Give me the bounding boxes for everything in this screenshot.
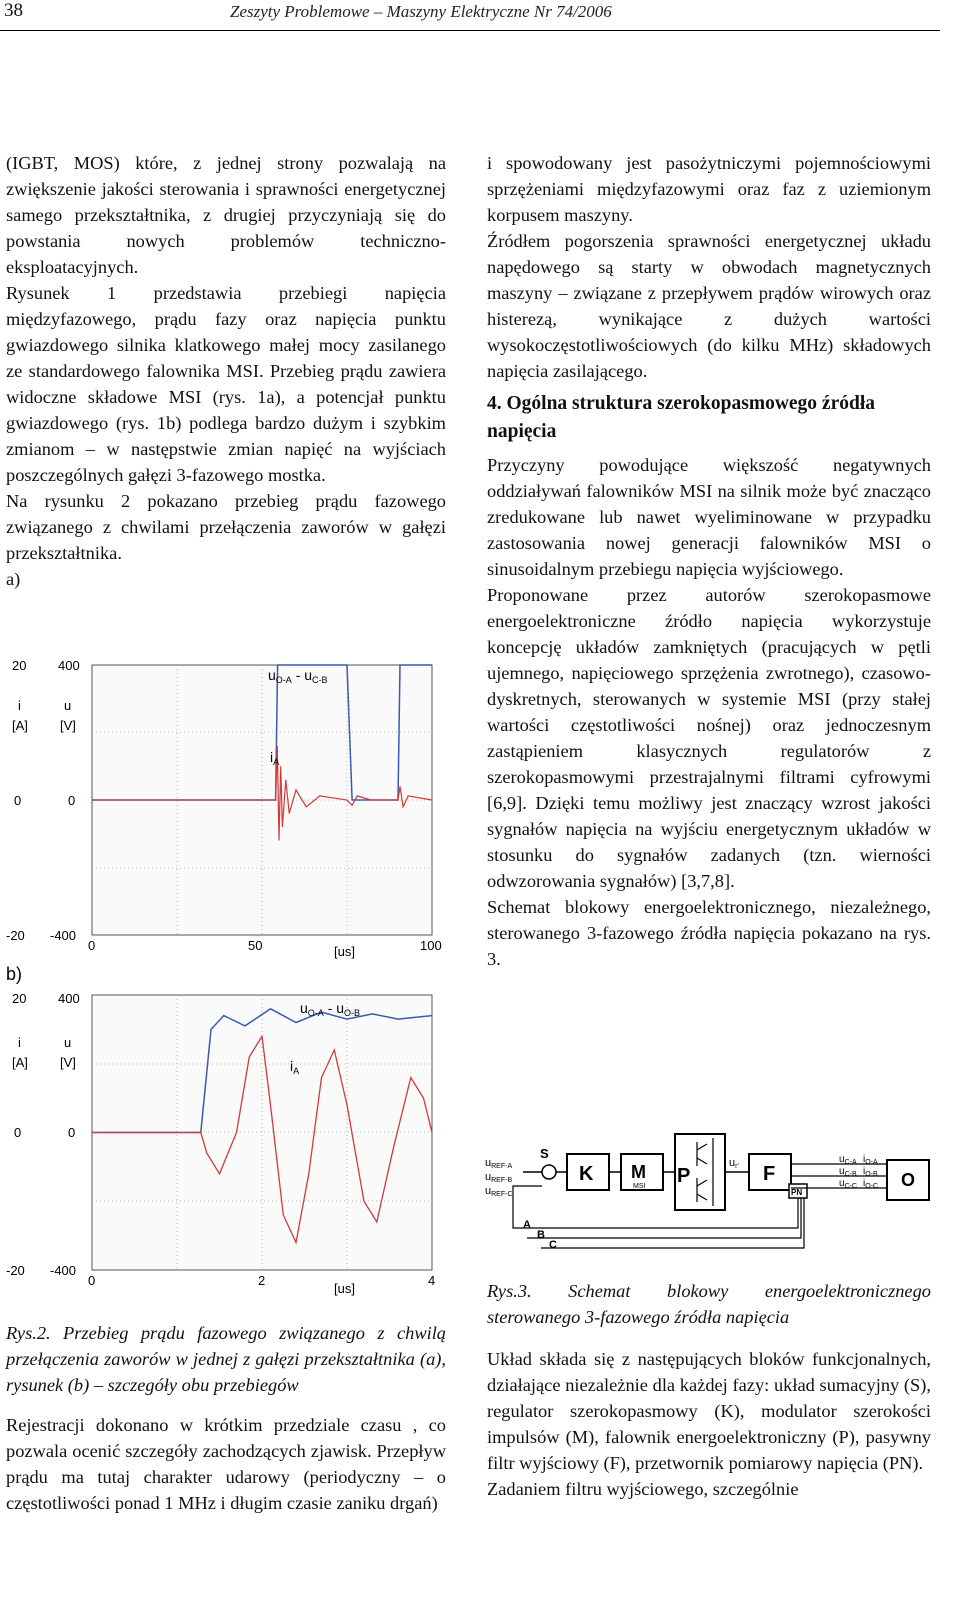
panel-b-chart: [6, 991, 435, 1296]
right-column-bottom: [487, 1278, 931, 1502]
input-label: uREF-B: [485, 1171, 513, 1184]
tick-label: 0: [14, 1125, 22, 1140]
feedback-label: A: [523, 1219, 531, 1231]
axis-unit: [us]: [334, 1281, 355, 1296]
block-label-m: M: [631, 1162, 646, 1182]
axis-label: [V]: [60, 718, 76, 733]
tick-label: 0: [14, 793, 22, 808]
paragraph: Na rysunku 2 pokazano przebieg prądu fazowego związanego z chwilami przełączenia zaworów w gałęzi przekształtnika.: [6, 491, 446, 563]
paragraph: Przyczyny powodujące większość negatywnych oddziaływań falowników MSI na silnik może być znacząco zredukowane lub nawet wyeliminowane w przypadku zastosowania nowej generacji falowników MSI o sinusoidalnym przebiegu napięcia wyjściowego.: [487, 455, 931, 579]
right-column: [487, 150, 931, 972]
figure-3-caption: Rys.3. Schemat blokowy energoelektronicznego sterowanego 3-fazowego źródła napięcia: [487, 1281, 931, 1327]
section-heading: 4. Ogólna struktura szerokopasmowego źródła napięcia: [487, 393, 876, 442]
axis-label: [V]: [60, 1055, 76, 1070]
left-column: [6, 150, 446, 592]
summing-junction: [542, 1165, 556, 1179]
figure-3-diagram: [483, 1120, 943, 1270]
block-label-k: K: [579, 1163, 594, 1185]
tick-label: 50: [248, 938, 263, 953]
tick-label: 4: [428, 1273, 436, 1288]
block-label-p: P: [677, 1165, 691, 1187]
paragraph: Proponowane przez autorów szerokopasmowe energoelektroniczne źródło napięcia wykorzystuje koncepcję układów zamkniętych (pracujących w pętli ujemnego, napięciowego sprzężenia zwrotnego), czasowo-dyskretnych, sterowanych w systemie MSI (przy stałej wartości częstotliwości nośnej) oraz jednoczesnym zastąpieniem klasycznych regulatorów z szerokopasmowymi przestrajalnymi filtrami cyfrowymi [6,9]. Dzięki temu możliwy jest znaczący wzrost jakości sygnałów napięcia na wyjściu energetycznym układów w stosunku do sygnałów zadanych (tzn. wierności odwzorowania sygnałów) [3,7,8].: [487, 585, 931, 891]
axis-label: i: [18, 698, 21, 713]
block-sub-msi: MSI: [633, 1183, 646, 1190]
annotation-i: $i_A$: [270, 749, 280, 767]
feedback-label: C: [549, 1239, 557, 1251]
axis-label: [A]: [12, 718, 28, 733]
tick-label: -400: [50, 928, 77, 943]
figure-2: [0, 650, 450, 1320]
axis-label: [A]: [12, 1055, 28, 1070]
left-column-bottom: [6, 1320, 446, 1516]
svg-text:iO-A: $i_{O-A}$: [863, 1154, 878, 1166]
svg-text:uC-C: $u_{C-C}$: [839, 1178, 858, 1190]
svg-text:uC-A: $u_{C-A}$: [839, 1154, 857, 1166]
paragraph: Układ składa się z następujących bloków funkcjonalnych, działające niezależnie dla każdej fazy: układ sumacyjny (S), regulator szerokopasmowy (K), modulator szerokości impulsów (M), falownik energoelektroniczny (P), pasywny filtr wyjściowy (F), przetwornik pomiarowy napięcia (PN).: [487, 1349, 931, 1473]
paragraph: (IGBT, MOS) które, z jednej strony pozwalają na zwiększenie jakości sterowania i sprawności energetycznej samego przekształtnika, z drugiej przyczyniają się do powstania nowych problemów techniczno-eksploatacyjnych.: [6, 153, 446, 277]
svg-text:uC-B: $u_{C-B}$: [839, 1166, 857, 1178]
paragraph: Rysunek 1 przedstawia przebiegi napięcia międzyfazowego, prądu fazy oraz napięcia punktu gwiazdowego silnika klatkowego małej mocy zasilanego ze standardowego falownika MSI. Przebieg prądu zawiera widoczne składowe MSI (rys. 1a), a potencjał punktu gwiazdowego (rys. 1b) podlega bardzo dużym i szybkim zmianom – w następstwie zmian napięć na wyjściach poszczególnych gałęzi 3-fazowego mostka.: [6, 283, 446, 485]
header-rule: [0, 30, 940, 31]
paragraph: Zadaniem filtru wyjściowego, szczególnie: [487, 1479, 799, 1499]
tick-label: 400: [58, 658, 80, 673]
annotation-u: $u_{O-A} - u_{C-B}$: [268, 667, 328, 685]
axis-label: u: [64, 698, 72, 713]
tick-label: -400: [50, 1263, 77, 1278]
svg-text:iO-C: $i_{O-C}$: [863, 1178, 879, 1190]
panel-a-label: a): [6, 569, 21, 589]
tick-label: 0: [68, 793, 76, 808]
paragraph: Rejestracji dokonano w krótkim przedziale czasu , co pozwala ocenić szczegóły zachodzących zjawisk. Przepływ prądu ma tutaj charakter udarowy (periodyczny – o częstotliwości ponad 1 MHz i długim czasie zaniku drgań): [6, 1415, 446, 1513]
journal-title: Zeszyty Problemowe – Maszyny Elektryczne Nr 74/2006: [230, 2, 612, 21]
paragraph: Schemat blokowy energoelektronicznego, niezależnego, sterowanego 3-fazowego źródła napięcia pokazano na rys. 3.: [487, 897, 931, 969]
panel-a-chart: [6, 658, 442, 959]
tick-label: 20: [12, 991, 27, 1006]
axis-unit: [us]: [334, 944, 355, 959]
tick-label: 2: [258, 1273, 266, 1288]
axis-label: u: [64, 1035, 72, 1050]
tick-label: 0: [88, 938, 96, 953]
block-label-pn: PN: [791, 1188, 803, 1197]
annotation-i: $i_A$: [290, 1058, 300, 1076]
tick-label: 20: [12, 658, 27, 673]
page-number: 38: [4, 0, 23, 21]
input-label: uREF-C: [485, 1185, 513, 1198]
signal-label: ur': [729, 1157, 739, 1170]
svg-text:iO-B: $i_{O-B}$: [863, 1166, 878, 1178]
figure-2-caption: Rys.2. Przebieg prądu fazowego związanego z chwilą przełączenia zaworów w jednej z gałęzi przekształtnika (a), rysunek (b) – szczegóły obu przebiegów: [6, 1323, 446, 1395]
paragraph: i spowodowany jest pasożytniczymi pojemnościowymi sprzężeniami międzyfazowymi oraz faz z uziemionym korpusem maszyny.: [487, 153, 931, 225]
feedback-label: B: [537, 1229, 545, 1241]
tick-label: -20: [6, 1263, 25, 1278]
tick-label: 0: [68, 1125, 76, 1140]
block-label-s: S: [540, 1146, 549, 1161]
tick-label: 0: [88, 1273, 96, 1288]
axis-label: i: [18, 1035, 21, 1050]
block-label-o: O: [901, 1170, 916, 1190]
panel-b-label: b): [6, 964, 23, 984]
paragraph: Źródłem pogorszenia sprawności energetycznej układu napędowego są starty w obwodach magnetycznych maszyny – związane z przepływem prądów wirowych oraz histerezą, wynikające z dużych wartości wysokoczęstotliwościowych (do kilku MHz) składowych napięcia zasilającego.: [487, 231, 931, 381]
block-label-f: F: [763, 1163, 776, 1185]
annotation-u: $u_{O-A} - u_{O-B}$: [300, 1000, 361, 1018]
tick-label: 100: [420, 938, 442, 953]
tick-label: -20: [6, 928, 25, 943]
input-label: uREF-A: [485, 1157, 513, 1170]
tick-label: 400: [58, 991, 80, 1006]
